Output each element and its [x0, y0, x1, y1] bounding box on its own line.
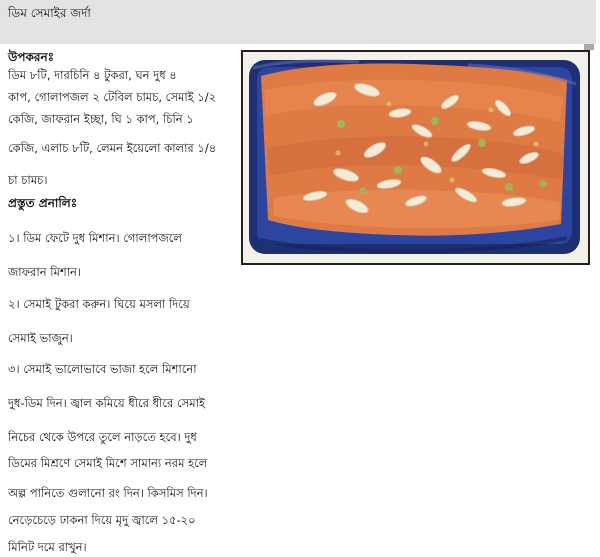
method-line: সেমাই ভাজুন।	[8, 331, 73, 345]
method-line: জাফরান মিশান।	[8, 265, 81, 279]
page-title: ডিম সেমাইর জর্দা	[8, 6, 91, 20]
method-line: নিচের থেকে উপরে তুলে নাড়তে হবে। দুধ	[8, 430, 197, 444]
method-line: দুধ-ডিম দিন। জ্বাল কমিয়ে ধীরে ধীরে সেমাই	[8, 396, 205, 410]
ingredients-line: কাপ, গোলাপজল ২ টেবিল চামচ, সেমাই ১/২	[8, 90, 217, 104]
method-line: মিনিট দমে রাখুন।	[8, 540, 87, 554]
method-line: অল্প পানিতে গুলানো রং দিন। কিসমিস দিন।	[8, 486, 208, 500]
method-line: ৩। সেমাই ভালোভাবে ভাজা হলে মিশানো	[8, 362, 197, 376]
method-line: ডিমের মিশ্রণে সেমাই মিশে সামান্য নরম হলে	[8, 456, 208, 470]
ingredients-line: চা চামচ।	[8, 173, 48, 187]
title-bar	[0, 0, 596, 44]
ingredients-line: কেজি, জাফরান ইচ্ছা, ঘি ১ কাপ, চিনি ১	[8, 112, 194, 126]
dish-photo	[241, 50, 590, 265]
dish-photo-icon	[243, 52, 588, 263]
method-line: নেড়েচেড়ে ঢাকনা দিয়ে মৃদু জ্বালে ১৫-২০	[8, 513, 196, 527]
ingredients-heading: উপকরনঃ	[8, 50, 55, 64]
method-line: ২। সেমাই টুকরা করুন। ঘিয়ে মসলা দিয়ে	[8, 297, 190, 311]
ingredients-line: ডিম ৮টি, দারচিনি ৪ টুকরা, ঘন দুধ ৪	[8, 68, 177, 82]
method-heading: প্রস্তুত প্রনালিঃ	[8, 196, 78, 210]
method-line: ১। ডিম ফেটে দুধ মিশান। গোলাপজলে	[8, 231, 182, 245]
ingredients-line: কেজি, এলাচ ৮টি, লেমন ইয়েলো কালার ১/৪	[8, 141, 217, 155]
